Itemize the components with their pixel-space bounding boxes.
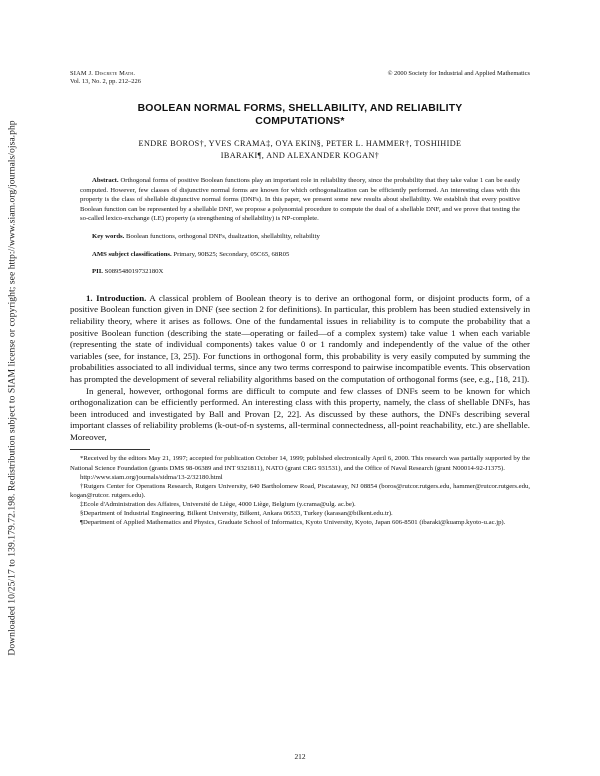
keywords-label: Key words. [92,232,125,240]
footnote-url: http://www.siam.org/journals/sidma/13-2/32180.html [80,473,223,481]
title-line-2: COMPUTATIONS* [255,116,345,127]
keywords [80,232,520,242]
footnote-rutgers: †Rutgers Center for Operations Research, Rutgers University, 640 Bartholomew Road, Piscataway, NJ 08854 (boros@rutcor.rutgers.edu, hammer@rutcor.rutgers.edu, kogan@rutcor. rutgers.edu). [70,482,530,499]
footnote-kyoto: ¶Department of Applied Mathematics and Physics, Graduate School of Informatics, Kyoto University, Kyoto, Japan 606-8501 (ibaraki@kuamp.kyoto-u.ac.jp). [80,519,506,527]
page-number: 212 [294,752,306,761]
author-list [70,138,530,162]
footnotes [70,454,530,527]
footnote-rule [70,449,150,450]
title-line-1: BOOLEAN NORMAL FORMS, SHELLABILITY, AND RELIABILITY [137,103,463,114]
paper-title [70,102,530,128]
footnote-bilkent: §Department of Industrial Engineering, Bilkent University, Bilkent, Ankara 06533, Turkey (karasan@bilkent.edu.tr). [80,510,393,518]
ams-label: AMS subject classifications. [92,250,172,258]
footnote-liege: ‡Ecole d'Administration des Affaires, Université de Liège, 4000 Liège, Belgium (y.crama@ulg. ac.be). [80,500,356,508]
copyright-notice: © 2000 Society for Industrial and Applied Mathematics [387,70,530,77]
journal-info [70,70,141,86]
pii-label: PII. [92,268,103,276]
volume-info: Vol. 13, No. 2, pp. 212–226 [70,78,141,85]
download-notice-sidebar [0,0,24,776]
download-notice-text: Downloaded 10/25/17 to 139.179.72.198. Redistribution subject to SIAM license or copyright; see http://www.siam.org/journals/ojsa.php [6,120,18,656]
intro-paragraph-2: In general, however, orthogonal forms are difficult to compute and few classes of DNFs seem to be known for which orthogonalization can be efficiently performed. An interesting class with this property, namely, the class of shellable DNFs, has been introduced and investigated by Ball and Provan [2, 22]. As discussed by these authors, the DNFs describing several important classes of reliability problems (k-out-of-n systems, all-terminal connectedness, all-point reachability, etc.) are shellable. Moreover, [70,385,530,442]
journal-name: SIAM J. Discrete Math. [70,70,136,77]
authors-line-1: ENDRE BOROS†, YVES CRAMA‡, OYA EKIN§, PETER L. HAMMER†, TOSHIHIDE [138,139,462,148]
pii [80,267,520,277]
pii-text: S089548019732180X [104,268,164,276]
intro-paragraph-1 [70,293,530,386]
footnote-received: *Received by the editors May 21, 1997; accepted for publication October 14, 1999; published electronically April 6, 2000. This research was partially supported by the National Science Foundation (grants DMS 98-06389 and INT 9321811), NATO (grant CRG 931531), and the Office of Naval Research (grant N00014-92-J1375). [70,455,530,472]
intro-paragraph-1-text: A classical problem of Boolean theory is to derive an orthogonal form, or disjoint products form, of a positive Boolean function given in DNF (see section 2 for definitions). In particular, this problem has been studied extensively in reliability theory, where it arises as follows. One of the fundamental issues in reliability is to compute the probability that a positive Boolean function (describing the state—operating or failed—of a complex system) take value 1 when each variable (representing the state of individual components) takes value 0 or 1 randomly and independently of the value of the other variables (see, for instance, [3, 25]). For functions in orthogonal form, this probability is very easily computed by summing the probabilities associated to all individual terms, since any two terms correspond to pairwise incompatible events. This observation has prompted the development of several reliability algorithms based on the computation of orthogonal forms (see, e.g., [18, 21]). [70,292,530,384]
introduction-section [70,293,530,444]
abstract [80,176,520,224]
ams-classifications [80,250,520,260]
section-heading: 1. Introduction. [86,292,147,303]
running-header [70,70,530,86]
authors-line-2: IBARAKI¶, AND ALEXANDER KOGAN† [220,151,380,160]
abstract-label: Abstract. [92,177,119,184]
keywords-text: Boolean functions, orthogonal DNFs, dualization, shellability, reliability [126,232,320,240]
abstract-text: Orthogonal forms of positive Boolean functions play an important role in reliability theory, since the probability that they take value 1 can be easily computed. However, few classes of disjunctive normal forms are known for which orthogonalization can be efficiently performed. An interesting class with this property is the class of shellable disjunctive normal forms (DNFs). In this paper, we present some new results about shellability. We establish that every positive Boolean function can be represented by a shellable DNF, we propose a polynomial procedure to compute the dual of a shellable DNF, and we prove that testing the so-called lexico-exchange (LE) property (a strengthening of shellability) is NP-complete. [80,177,521,223]
paper-page [70,70,530,527]
ams-text: Primary, 90B25; Secondary, 05C65, 68R05 [173,250,290,258]
